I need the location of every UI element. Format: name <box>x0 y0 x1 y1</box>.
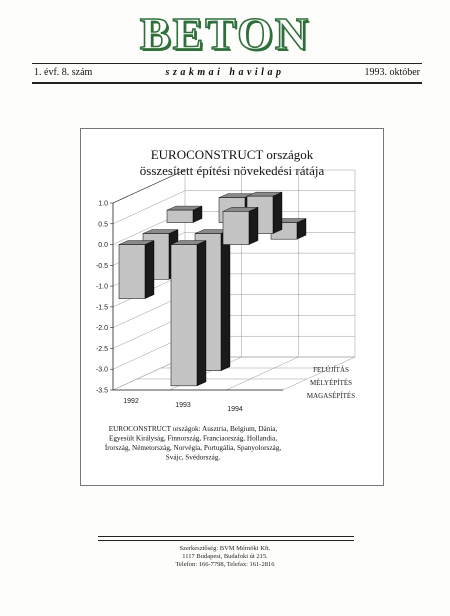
y-tick-label: 1.0 <box>98 200 108 208</box>
x-category-label: 1993 <box>175 402 191 409</box>
footer-phone: Telefon: 166-7798, Telefax: 161-2816 <box>175 561 275 568</box>
chart-svg <box>81 129 383 485</box>
floor-gridline <box>226 357 298 390</box>
chart-note-line: Svájc, Svédország. <box>165 453 221 462</box>
series-label: FELÚJÍTÁS <box>313 366 349 374</box>
bar <box>119 245 145 299</box>
chart-title-line: EUROCONSTRUCT országok <box>150 147 314 162</box>
bar-side <box>249 207 258 244</box>
publication-type: szakmai havilap <box>165 67 285 78</box>
y-tick-label: 0.0 <box>98 242 108 250</box>
masthead-title: BETON <box>139 8 311 59</box>
y-tick-label: -2.0 <box>95 325 108 333</box>
issue-number: 1. évf. 8. szám <box>34 67 93 78</box>
y-tick-label: -3.0 <box>95 366 108 374</box>
chart-note-line: Írország, Németország, Norvégia, Portugália, Spanyolország, <box>104 444 282 452</box>
header-rule-top <box>32 63 422 64</box>
series-label: MAGASÉPÍTÉS <box>306 392 356 400</box>
chart-note-line: EUROCONSTRUCT országok: Ausztria, Belgium, Dánia, <box>108 425 278 433</box>
footer-rule-bottom <box>98 540 354 541</box>
y-tick-label: 0.5 <box>98 221 108 229</box>
y-tick-label: -1.5 <box>95 304 108 312</box>
header-rule-bottom <box>32 82 422 84</box>
series-label: MÉLYÉPÍTÉS <box>309 379 353 387</box>
bar <box>223 211 249 244</box>
bar <box>171 245 197 386</box>
chart-note-line: Egyesült Királyság, Finnország, Franciaország, Hollandia, <box>108 434 278 443</box>
footer-editorial: Szerkesztőség: BVM Mérnöki Kft. <box>179 545 271 552</box>
y-tick-label: -2.5 <box>95 345 108 353</box>
y-tick-label: -1.0 <box>95 283 108 291</box>
bar-side <box>221 230 230 371</box>
y-tick-label: -0.5 <box>95 262 108 270</box>
bar <box>167 210 193 222</box>
bar-side <box>145 241 154 299</box>
footer-rule-top <box>98 536 354 537</box>
x-category-label: 1994 <box>227 406 243 413</box>
issue-date: 1993. október <box>364 67 420 78</box>
footer-address: 1117 Budapest, Budafoki út 215. <box>182 553 268 560</box>
x-category-label: 1992 <box>123 398 139 405</box>
bar-side <box>273 192 282 233</box>
chart-frame <box>80 128 384 486</box>
chart-title-line: összesített építési növekedési rátája <box>139 163 325 178</box>
bar-side <box>197 241 206 386</box>
y-tick-label: -3.5 <box>95 387 108 395</box>
